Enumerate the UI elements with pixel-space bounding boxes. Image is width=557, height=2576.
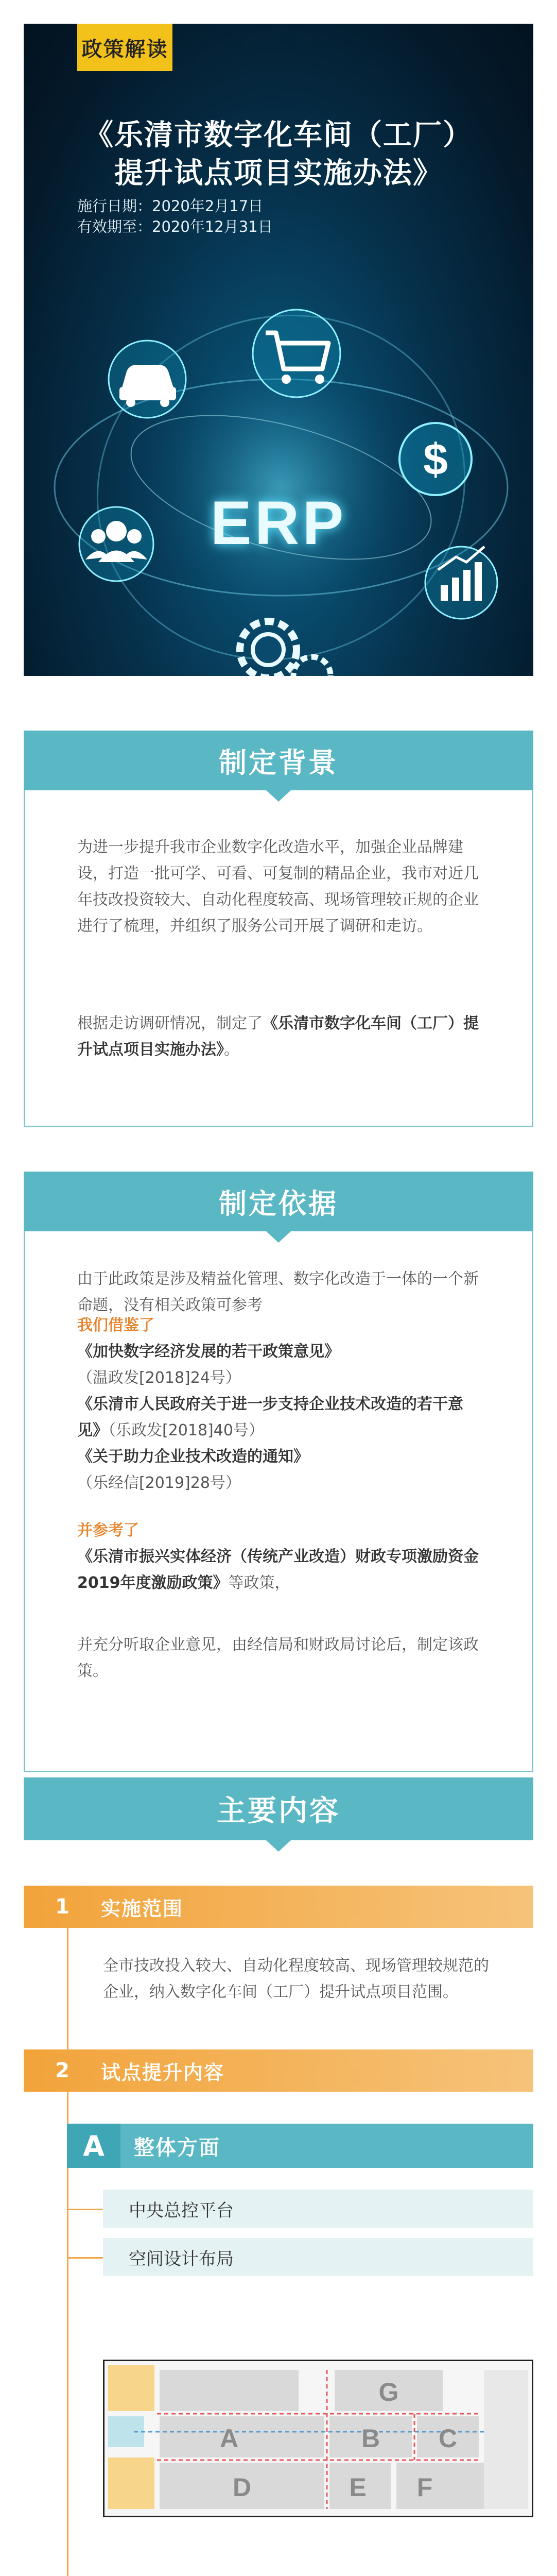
zone-label: C (438, 2424, 458, 2453)
hero-title-line1: 《乐清市数字化车间（工厂） (84, 118, 473, 152)
reference-1-title: 《加快数字经济发展的若干政策意见》 (77, 1343, 340, 1361)
reference-3-number: （乐经信[2019]28号） (77, 1474, 241, 1492)
hero-banner (24, 24, 533, 676)
reference-3-title: 《关于助力企业技术改造的通知》 (77, 1448, 309, 1466)
floor-plan-illustration (103, 2360, 533, 2517)
zone-label: A (219, 2424, 239, 2453)
car-icon (109, 341, 186, 418)
erp-label: ERP (210, 488, 347, 557)
also-referenced-label: 并参考了 (77, 1521, 139, 1539)
reference-label: 我们借鉴了 (77, 1316, 154, 1334)
expiry-date: 有效期至：2020年12月31日 (77, 218, 273, 235)
main-content-title: 主要内容 (24, 1777, 533, 1840)
section-1-number: 1 (55, 1895, 69, 1919)
section-1-title: 实施范围 (101, 1897, 184, 1920)
background-title: 制定背景 (24, 731, 533, 790)
dollar-icon (399, 423, 472, 495)
background-paragraph-2: 根据走访调研情况，制定了《乐清市数字化车间（工厂）提升试点项目实施办法》。 (77, 1014, 479, 1059)
basis-title: 制定依据 (24, 1172, 533, 1231)
reference-2: 《乐清市人民政府关于进一步支持企业技术改造的若干意见》（乐政发[2018]40号） (77, 1395, 463, 1439)
policy-name: 《乐清市数字化车间（工厂）提升试点项目实施办法》 (77, 1014, 479, 1059)
zone-label: B (361, 2424, 380, 2453)
zone-label: D (232, 2473, 252, 2502)
basis-section (24, 1172, 533, 1772)
zone-label: F (416, 2473, 433, 2502)
reference-1-number: （温政发[2018]24号） (77, 1369, 241, 1387)
svg-text:$: $ (423, 435, 448, 484)
effective-date: 施行日期：2020年2月17日 (77, 197, 264, 215)
list-item: 中央总控平台 (103, 2190, 533, 2228)
section-1-header (24, 1886, 533, 1928)
section-2-header (24, 2049, 533, 2092)
growth-chart-icon (425, 547, 497, 619)
subsection-a-header (67, 2124, 533, 2168)
basis-intro: 由于此政策是涉及精益化管理、数字化改造于一体的一个新命题，没有相关政策可参考 (77, 1270, 479, 1314)
basis-closing: 并充分听取企业意见，由经信局和财政局讨论后，制定该政策。 (77, 1636, 479, 1680)
zone-label: G (378, 2378, 399, 2406)
list-item: 空间设计布局 (103, 2238, 533, 2276)
gear-icon (240, 621, 330, 676)
subsection-a-title: 整体方面 (134, 2136, 220, 2160)
background-paragraph-1: 为进一步提升我市企业数字化改造水平，加强企业品牌建设，打造一批可学、可看、可复制的精品企业，我市对近几年技改投资较大、自动化程度较高、现场管理较正规的企业进行了梳理，并组织了服务公司开展了调研和走访。 (77, 838, 479, 935)
subsection-a-letter: A (67, 2124, 120, 2168)
section-2-title: 试点提升内容 (101, 2061, 225, 2084)
also-referenced-policy: 《乐清市振兴实体经济（传统产业改造）财政专项激励资金2019年度激励政策》等政策， (77, 1548, 479, 1592)
background-section (24, 731, 533, 1127)
hero-title-line2: 提升试点项目实施办法》 (114, 157, 443, 190)
section-1-text: 全市技改投入较大、自动化程度较高、现场管理较规范的企业，纳入数字化车间（工厂）提升试点项目范围。 (103, 1957, 489, 2001)
timeline-line (67, 1886, 68, 2576)
zone-label: E (349, 2473, 367, 2502)
people-icon (79, 507, 153, 581)
policy-tag: 政策解读 (77, 24, 172, 71)
shopping-cart-icon (253, 310, 340, 397)
section-2-number: 2 (55, 2059, 69, 2082)
